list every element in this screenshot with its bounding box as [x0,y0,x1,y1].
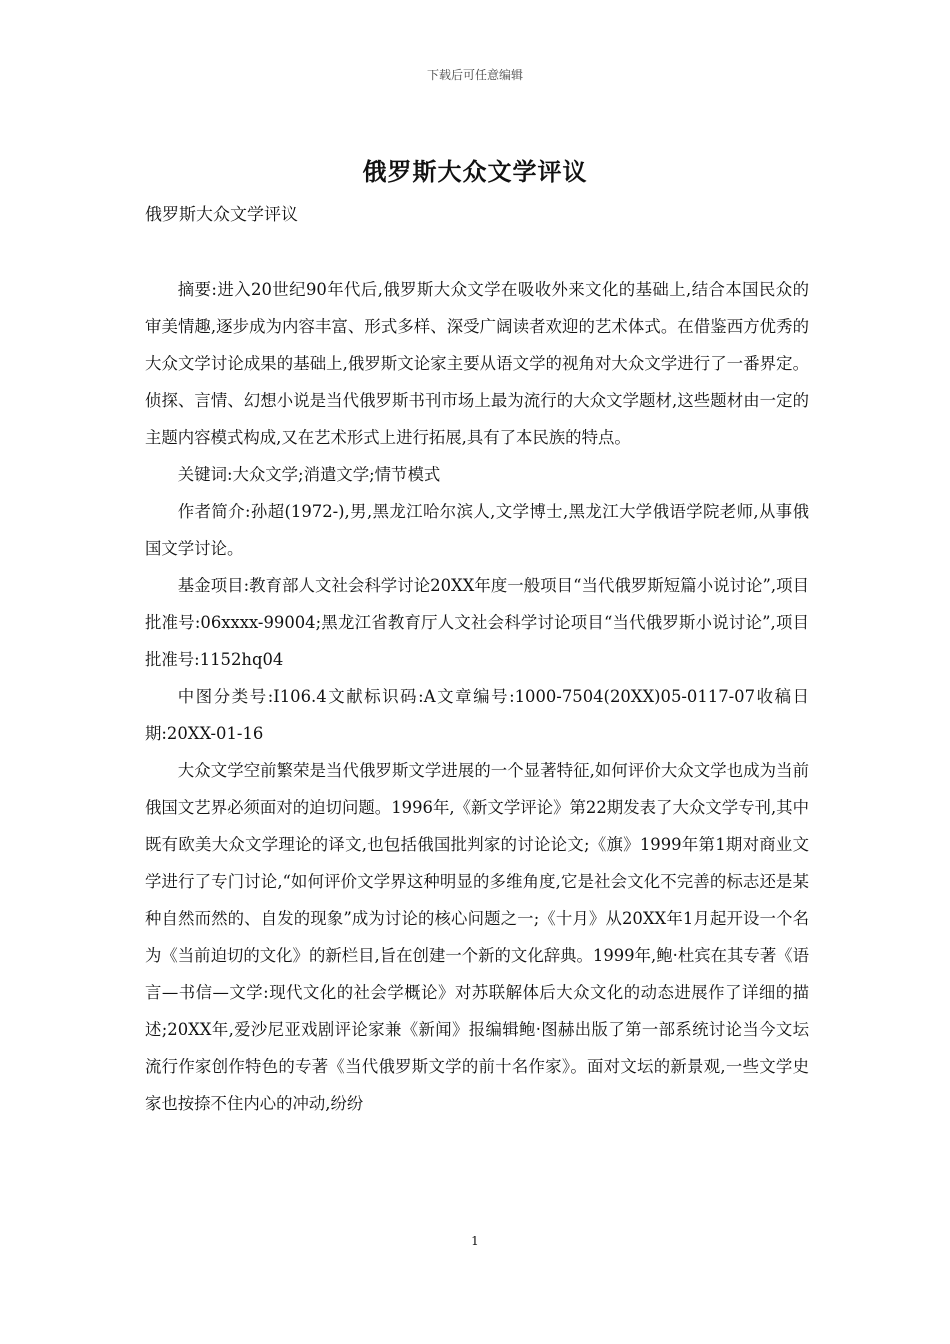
page-number: 1 [471,1234,479,1248]
funding-paragraph: 基金项目:教育部人文社会科学讨论20XX年度一般项目“当代俄罗斯短篇小说讨论”,项目批准号:06xxxx-99004;黑龙江省教育厅人文社会科学讨论项目“当代俄罗斯小说讨论”,项目批准号:1152hq04 [145,576,809,669]
keywords-paragraph: 关键词:大众文学;消遣文学;情节模式 [177,465,441,484]
header-note: 下载后可任意编辑 [426,68,523,82]
document-subtitle: 俄罗斯大众文学评议 [145,205,298,225]
author-bio-paragraph: 作者简介:孙超(1972-),男,黑龙江哈尔滨人,文学博士,黑龙江大学俄语学院老师,从事俄国文学讨论。 [145,502,809,558]
document-body [145,271,809,1122]
body-paragraph: 大众文学空前繁荣是当代俄罗斯文学进展的一个显著特征,如何评价大众文学也成为当前俄国文艺界必须面对的迫切问题。1996年,《新文学评论》第22期发表了大众文学专刊,其中既有欧美大众文学理论的译文,也包括俄国批判家的讨论论文;《旗》1999年第1期对商业文学进行了专门讨论,“如何评价文学界这种明显的多维角度,它是社会文化不完善的标志还是某种自然而然的、自发的现象”成为讨论的核心问题之一;《十月》从20XX年1月起开设一个名为《当前迫切的文化》的新栏目,旨在创建一个新的文化辞典。1999年,鲍·杜宾在其专著《语言—书信—文学:现代文化的社会学概论》对苏联解体后大众文化的动态进展作了详细的描述;20XX年,爱沙尼亚戏剧评论家兼《新闻》报编辑鲍·图赫出版了第一部系统讨论当今文坛流行作家创作特色的专著《当代俄罗斯文学的前十名作家》。面对文坛的新景观,一些文学史家也按捺不住内心的冲动,纷纷 [145,761,809,1113]
classification-paragraph: 中图分类号:I106.4文献标识码:A文章编号:1000-7504(20XX)05-0117-07收稿日期:20XX-01-16 [145,687,809,743]
abstract-paragraph: 摘要:进入20世纪90年代后,俄罗斯大众文学在吸收外来文化的基础上,结合本国民众的审美情趣,逐步成为内容丰富、形式多样、深受广阔读者欢迎的艺术体式。在借鉴西方优秀的大众文学讨论成果的基础上,俄罗斯文论家主要从语文学的视角对大众文学进行了一番界定。侦探、言情、幻想小说是当代俄罗斯书刊市场上最为流行的大众文学题材,这些题材由一定的主题内容模式构成,又在艺术形式上进行拓展,具有了本民族的特点。 [145,280,809,447]
document-title: 俄罗斯大众文学评议 [362,157,588,186]
